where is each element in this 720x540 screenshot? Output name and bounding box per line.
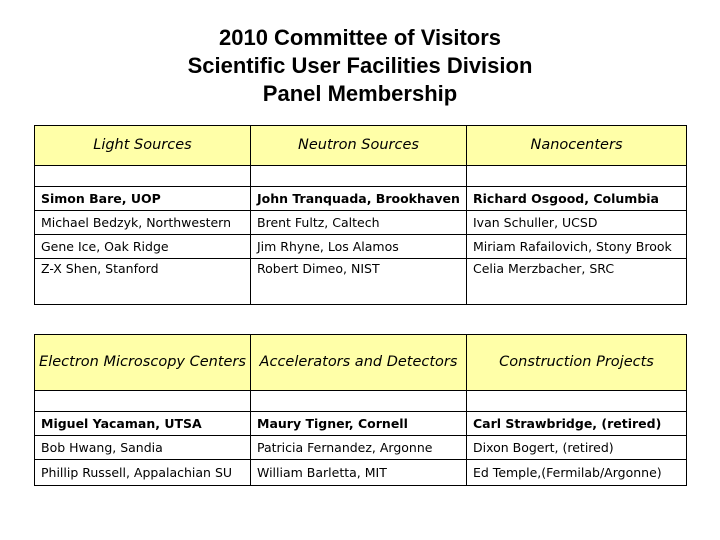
member-cell: Celia Merzbacher, SRC	[467, 259, 687, 305]
spacer-row	[35, 391, 687, 412]
table-row	[35, 460, 687, 486]
spacer-row	[35, 166, 687, 187]
header-row	[35, 126, 687, 166]
member-cell: Carl Strawbridge, (retired)	[467, 412, 687, 436]
header-accelerators: Accelerators and Detectors	[251, 335, 467, 391]
empty-cell	[251, 391, 467, 412]
member-cell: Ed Temple,(Fermilab/Argonne)	[467, 460, 687, 486]
table-row	[35, 412, 687, 436]
panel-table-1	[34, 125, 687, 305]
member-cell: Patricia Fernandez, Argonne	[251, 436, 467, 460]
member-cell: Bob Hwang, Sandia	[35, 436, 251, 460]
empty-cell	[35, 391, 251, 412]
empty-cell	[35, 166, 251, 187]
empty-cell	[467, 166, 687, 187]
table-row	[35, 259, 687, 305]
member-cell: Gene Ice, Oak Ridge	[35, 235, 251, 259]
header-construction: Construction Projects	[467, 335, 687, 391]
member-cell: Phillip Russell, Appalachian SU	[35, 460, 251, 486]
member-cell: Robert Dimeo, NIST	[251, 259, 467, 305]
member-cell: John Tranquada, Brookhaven	[251, 187, 467, 211]
member-cell: William Barletta, MIT	[251, 460, 467, 486]
title-line-2: Scientific User Facilities Division	[187, 53, 533, 78]
header-neutron-sources: Neutron Sources	[251, 126, 467, 166]
member-cell: Miguel Yacaman, UTSA	[35, 412, 251, 436]
member-cell: Michael Bedzyk, Northwestern	[35, 211, 251, 235]
header-nanocenters: Nanocenters	[467, 126, 687, 166]
panel-table-2	[34, 334, 687, 486]
member-cell: Jim Rhyne, Los Alamos	[251, 235, 467, 259]
header-electron-microscopy: Electron Microscopy Centers	[35, 335, 251, 391]
title-line-3: Panel Membership	[262, 81, 458, 106]
member-cell: Brent Fultz, Caltech	[251, 211, 467, 235]
page-title	[0, 24, 720, 108]
member-cell: Maury Tigner, Cornell	[251, 412, 467, 436]
header-row	[35, 335, 687, 391]
empty-cell	[467, 391, 687, 412]
member-cell: Dixon Bogert, (retired)	[467, 436, 687, 460]
table-row	[35, 187, 687, 211]
member-cell: Richard Osgood, Columbia	[467, 187, 687, 211]
member-cell: Miriam Rafailovich, Stony Brook	[467, 235, 687, 259]
table-row	[35, 211, 687, 235]
table-row	[35, 436, 687, 460]
title-line-1: 2010 Committee of Visitors	[218, 25, 502, 50]
empty-cell	[251, 166, 467, 187]
member-cell: Ivan Schuller, UCSD	[467, 211, 687, 235]
header-light-sources: Light Sources	[35, 126, 251, 166]
member-cell: Simon Bare, UOP	[35, 187, 251, 211]
table-row	[35, 235, 687, 259]
member-cell: Z-X Shen, Stanford	[35, 259, 251, 305]
